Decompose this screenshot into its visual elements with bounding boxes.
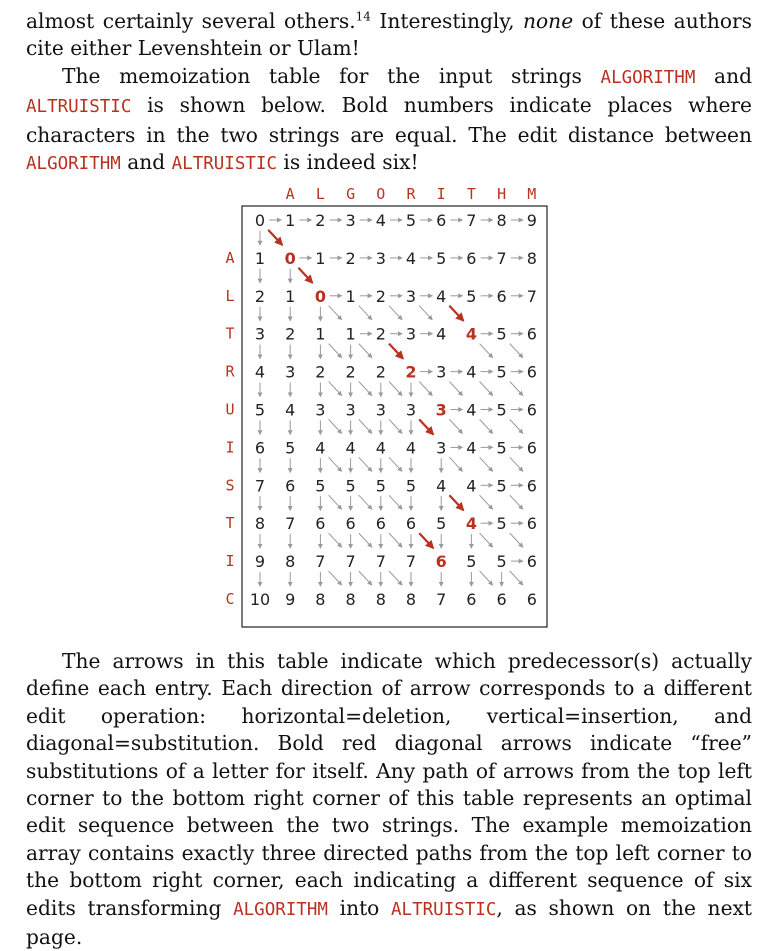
predecessor-arrow bbox=[389, 306, 402, 320]
memo-text-5: is indeed six! bbox=[276, 150, 419, 175]
table-cell: 4 bbox=[436, 324, 447, 344]
table-cell: 4 bbox=[436, 286, 447, 306]
string-algorithm: ALGORITHM bbox=[233, 899, 328, 920]
column-letter: O bbox=[376, 185, 386, 203]
table-cell: 6 bbox=[526, 362, 537, 382]
predecessor-arrow bbox=[449, 457, 462, 471]
predecessor-arrow bbox=[389, 571, 402, 585]
table-cell: 4 bbox=[315, 438, 326, 458]
table-cell: 5 bbox=[436, 248, 447, 268]
table-cell: 1 bbox=[315, 324, 326, 344]
string-algorithm: ALGORITHM bbox=[600, 67, 696, 88]
table-cell: 3 bbox=[285, 362, 296, 382]
table-cell: 5 bbox=[405, 211, 417, 230]
table-cell: 1 bbox=[254, 248, 266, 268]
table-cell: 8 bbox=[315, 590, 326, 609]
predecessor-arrow bbox=[480, 533, 493, 547]
predecessor-arrow bbox=[359, 495, 372, 509]
table-cell: 6 bbox=[345, 514, 356, 534]
table-cell: 4 bbox=[466, 400, 477, 420]
arrows-text-1: The arrows in this table indicate which predecessor(s) actually define each entry. Each direction of arrow corresponds to a different edit operation: horizontal=deletion, vertical=insertion, and diagonal=substitution. Bold red diagonal arrows indicate “free” substitutions of a letter for itself. Any path of arrows from the top left corner to the bottom right corner of this table represents an optimal edit sequence between the two strings. The example memoization array contains exactly three directed paths from the top left corner to the bottom right corner, each indicating a different sequence of six edits transforming bbox=[26, 649, 752, 920]
table-cell: 6 bbox=[285, 476, 296, 496]
string-altruistic: ALTRUISTIC bbox=[171, 154, 277, 175]
row-letter: A bbox=[225, 248, 235, 267]
row-letter: I bbox=[225, 438, 235, 457]
predecessor-arrow bbox=[329, 571, 342, 585]
row-letter: C bbox=[225, 590, 235, 608]
table-cell: 5 bbox=[345, 476, 356, 496]
table-cell: 4 bbox=[375, 438, 386, 458]
table-cell: 3 bbox=[436, 362, 447, 382]
table-cell: 6 bbox=[526, 438, 537, 458]
string-altruistic: ALTRUISTIC bbox=[391, 899, 497, 920]
table-cell: 1 bbox=[315, 248, 326, 268]
footnote-marker[interactable]: 14 bbox=[355, 9, 371, 24]
predecessor-arrow bbox=[510, 344, 523, 358]
column-letter: A bbox=[285, 185, 295, 203]
predecessor-arrow bbox=[359, 419, 372, 433]
table-cell: 9 bbox=[526, 211, 537, 230]
table-cell: 3 bbox=[405, 400, 417, 420]
table-cell: 6 bbox=[466, 248, 477, 268]
table-cell: 5 bbox=[315, 476, 326, 496]
predecessor-arrow bbox=[329, 382, 342, 396]
table-cell: 5 bbox=[496, 324, 507, 344]
predecessor-arrow bbox=[389, 419, 402, 433]
predecessor-arrow bbox=[329, 457, 342, 471]
table-cell: 8 bbox=[254, 514, 266, 534]
predecessor-arrow bbox=[329, 306, 342, 320]
column-letter: L bbox=[315, 185, 325, 203]
predecessor-arrow bbox=[389, 495, 402, 509]
table-cell: 7 bbox=[436, 590, 447, 609]
predecessor-arrow bbox=[510, 533, 523, 547]
predecessor-arrow bbox=[510, 571, 523, 585]
predecessor-arrow bbox=[389, 382, 402, 396]
predecessor-arrow bbox=[510, 495, 523, 509]
table-cell: 3 bbox=[254, 324, 266, 344]
table-cell: 4 bbox=[345, 438, 356, 458]
table-cell: 5 bbox=[496, 476, 507, 496]
row-letter: U bbox=[225, 400, 235, 419]
predecessor-arrow bbox=[480, 344, 493, 358]
column-letter: M bbox=[527, 185, 537, 203]
table-cell: 5 bbox=[285, 438, 296, 458]
table-cell: 7 bbox=[315, 552, 326, 572]
table-cell: 7 bbox=[345, 552, 356, 572]
table-cell: 4 bbox=[466, 476, 477, 496]
string-algorithm: ALGORITHM bbox=[26, 154, 121, 175]
intro-text-c: of these authors cite either Levenshtein or Ulam! bbox=[26, 9, 752, 61]
table-cell: 5 bbox=[254, 400, 266, 420]
predecessor-arrow bbox=[359, 344, 372, 358]
predecessor-arrow bbox=[359, 382, 372, 396]
table-cell: 2 bbox=[375, 324, 386, 344]
table-cell: 6 bbox=[526, 476, 537, 496]
intro-emphasis: none bbox=[523, 9, 574, 33]
table-cell: 10 bbox=[249, 590, 271, 609]
table-cell: 2 bbox=[375, 286, 386, 306]
table-cell: 4 bbox=[375, 211, 386, 230]
table-cell: 8 bbox=[375, 590, 386, 609]
table-cell: 8 bbox=[526, 248, 537, 268]
predecessor-arrow bbox=[329, 495, 342, 509]
predecessor-arrow bbox=[449, 419, 462, 433]
predecessor-arrow bbox=[480, 419, 493, 433]
table-cell: 9 bbox=[254, 552, 266, 572]
column-letter: I bbox=[436, 185, 446, 203]
table-cell: 2 bbox=[315, 211, 326, 230]
column-letter: R bbox=[406, 185, 416, 203]
table-cell: 2 bbox=[254, 286, 266, 306]
free-substitution-arrow bbox=[298, 268, 312, 283]
free-substitution-arrow bbox=[449, 495, 463, 510]
predecessor-arrow bbox=[419, 306, 432, 320]
free-substitution-arrow bbox=[389, 344, 403, 359]
table-cell: 6 bbox=[526, 590, 537, 609]
table-cell: 5 bbox=[496, 438, 507, 458]
table-cell: 4 bbox=[436, 476, 447, 496]
table-cell: 2 bbox=[345, 362, 356, 382]
intro-text-b: Interestingly, bbox=[370, 9, 524, 33]
column-letter: T bbox=[466, 185, 476, 203]
predecessor-arrow bbox=[480, 495, 493, 509]
table-cell: 6 bbox=[405, 514, 417, 534]
table-cell: 2 bbox=[315, 362, 326, 382]
table-cell: 6 bbox=[526, 324, 537, 344]
table-cell: 8 bbox=[496, 211, 507, 230]
table-cell: 3 bbox=[345, 211, 356, 230]
table-cell: 7 bbox=[285, 514, 296, 534]
table-cell: 5 bbox=[496, 362, 507, 382]
free-substitution-arrow bbox=[268, 230, 282, 245]
predecessor-arrow bbox=[480, 571, 493, 585]
predecessor-arrow bbox=[389, 533, 402, 547]
string-altruistic: ALTRUISTIC bbox=[26, 97, 132, 118]
table-cell: 3 bbox=[436, 438, 447, 458]
table-cell: 7 bbox=[526, 286, 537, 306]
predecessor-arrow bbox=[329, 344, 342, 358]
free-substitution-arrow bbox=[419, 419, 433, 434]
table-cell: 6 bbox=[436, 211, 447, 230]
table-cell: 4 bbox=[465, 514, 477, 534]
column-letter: H bbox=[497, 185, 507, 203]
free-substitution-arrow bbox=[419, 533, 433, 548]
table-cell: 6 bbox=[435, 552, 447, 572]
table-cell: 2 bbox=[375, 362, 386, 382]
table-cell: 7 bbox=[496, 248, 507, 268]
table-cell: 2 bbox=[285, 324, 296, 344]
memo-text-3: is shown below. Bold numbers indicate places where characters in the two strings are equal. The edit distance between bbox=[26, 93, 752, 147]
table-cell: 6 bbox=[254, 438, 266, 458]
row-letter: L bbox=[225, 286, 235, 305]
free-substitution-arrow bbox=[449, 306, 463, 321]
table-cell: 3 bbox=[375, 248, 386, 268]
row-letter: S bbox=[225, 476, 235, 495]
table-cell: 4 bbox=[254, 362, 266, 382]
table-cell: 1 bbox=[285, 286, 296, 306]
table-cell: 1 bbox=[345, 324, 356, 344]
predecessor-arrow bbox=[449, 382, 462, 396]
predecessor-arrow bbox=[510, 382, 523, 396]
table-cell: 6 bbox=[526, 400, 537, 420]
table-cell: 0 bbox=[284, 248, 296, 268]
table-cell: 7 bbox=[466, 211, 477, 230]
table-cell: 4 bbox=[466, 362, 477, 382]
predecessor-arrow bbox=[389, 457, 402, 471]
row-letter: I bbox=[225, 552, 235, 571]
table-cell: 6 bbox=[496, 286, 507, 306]
table-cell: 7 bbox=[405, 552, 417, 572]
memo-text-1: The memoization table for the input strings bbox=[62, 63, 601, 88]
table-cell: 2 bbox=[345, 248, 356, 268]
memo-text-4: and bbox=[120, 150, 172, 175]
predecessor-arrow bbox=[359, 457, 372, 471]
table-cell: 5 bbox=[466, 286, 477, 306]
predecessor-arrow bbox=[480, 382, 493, 396]
predecessor-arrow bbox=[510, 457, 523, 471]
table-cell: 5 bbox=[405, 476, 417, 496]
table-cell: 8 bbox=[405, 590, 417, 609]
table-cell: 3 bbox=[405, 324, 417, 344]
table-cell: 6 bbox=[375, 514, 386, 534]
table-cell: 2 bbox=[405, 362, 417, 382]
table-cell: 3 bbox=[405, 286, 417, 306]
table-cell: 3 bbox=[315, 400, 326, 420]
table-cell: 3 bbox=[435, 400, 447, 420]
table-cell: 3 bbox=[375, 400, 386, 420]
predecessor-arrow bbox=[329, 533, 342, 547]
arrows-text-3: , as shown on the next page. bbox=[26, 895, 753, 950]
memo-text-2: and bbox=[695, 63, 752, 88]
row-letter: R bbox=[225, 362, 235, 381]
table-cell: 6 bbox=[466, 590, 477, 609]
table-cell: 8 bbox=[285, 552, 296, 572]
table-cell: 6 bbox=[315, 514, 326, 534]
table-cell: 4 bbox=[405, 248, 417, 268]
table-cell: 5 bbox=[466, 552, 477, 572]
predecessor-arrow bbox=[329, 419, 342, 433]
predecessor-arrow bbox=[359, 571, 372, 585]
table-cell: 1 bbox=[285, 211, 296, 230]
arrows-text-2: into bbox=[327, 895, 392, 920]
predecessor-arrow bbox=[359, 533, 372, 547]
table-cell: 0 bbox=[314, 286, 326, 306]
table-cell: 6 bbox=[526, 514, 537, 534]
table-cell: 8 bbox=[345, 590, 356, 609]
table-cell: 4 bbox=[285, 400, 296, 420]
table-cell: 4 bbox=[465, 324, 477, 344]
arrows-paragraph bbox=[26, 648, 752, 951]
table-cell: 6 bbox=[526, 552, 537, 572]
table-cell: 9 bbox=[285, 590, 296, 609]
table-cell: 5 bbox=[375, 476, 386, 496]
table-cell: 5 bbox=[496, 400, 507, 420]
table-cell: 5 bbox=[496, 552, 507, 572]
table-cell: 0 bbox=[254, 211, 266, 230]
predecessor-arrow bbox=[359, 306, 372, 320]
table-cell: 6 bbox=[496, 590, 507, 609]
table-cell: 4 bbox=[405, 438, 417, 458]
row-letter: T bbox=[225, 324, 235, 343]
table-cell: 3 bbox=[345, 400, 356, 420]
predecessor-arrow bbox=[510, 419, 523, 433]
intro-text-a: almost certainly several others. bbox=[26, 9, 356, 33]
table-cell: 7 bbox=[375, 552, 386, 572]
table-cell: 4 bbox=[466, 438, 477, 458]
column-letter: G bbox=[346, 185, 356, 203]
table-cell: 5 bbox=[496, 514, 507, 534]
row-letter: T bbox=[225, 514, 235, 533]
table-cell: 7 bbox=[254, 476, 266, 496]
predecessor-arrow bbox=[419, 382, 432, 396]
predecessor-arrow bbox=[480, 457, 493, 471]
table-cell: 5 bbox=[436, 514, 447, 534]
table-cell: 1 bbox=[345, 286, 356, 306]
